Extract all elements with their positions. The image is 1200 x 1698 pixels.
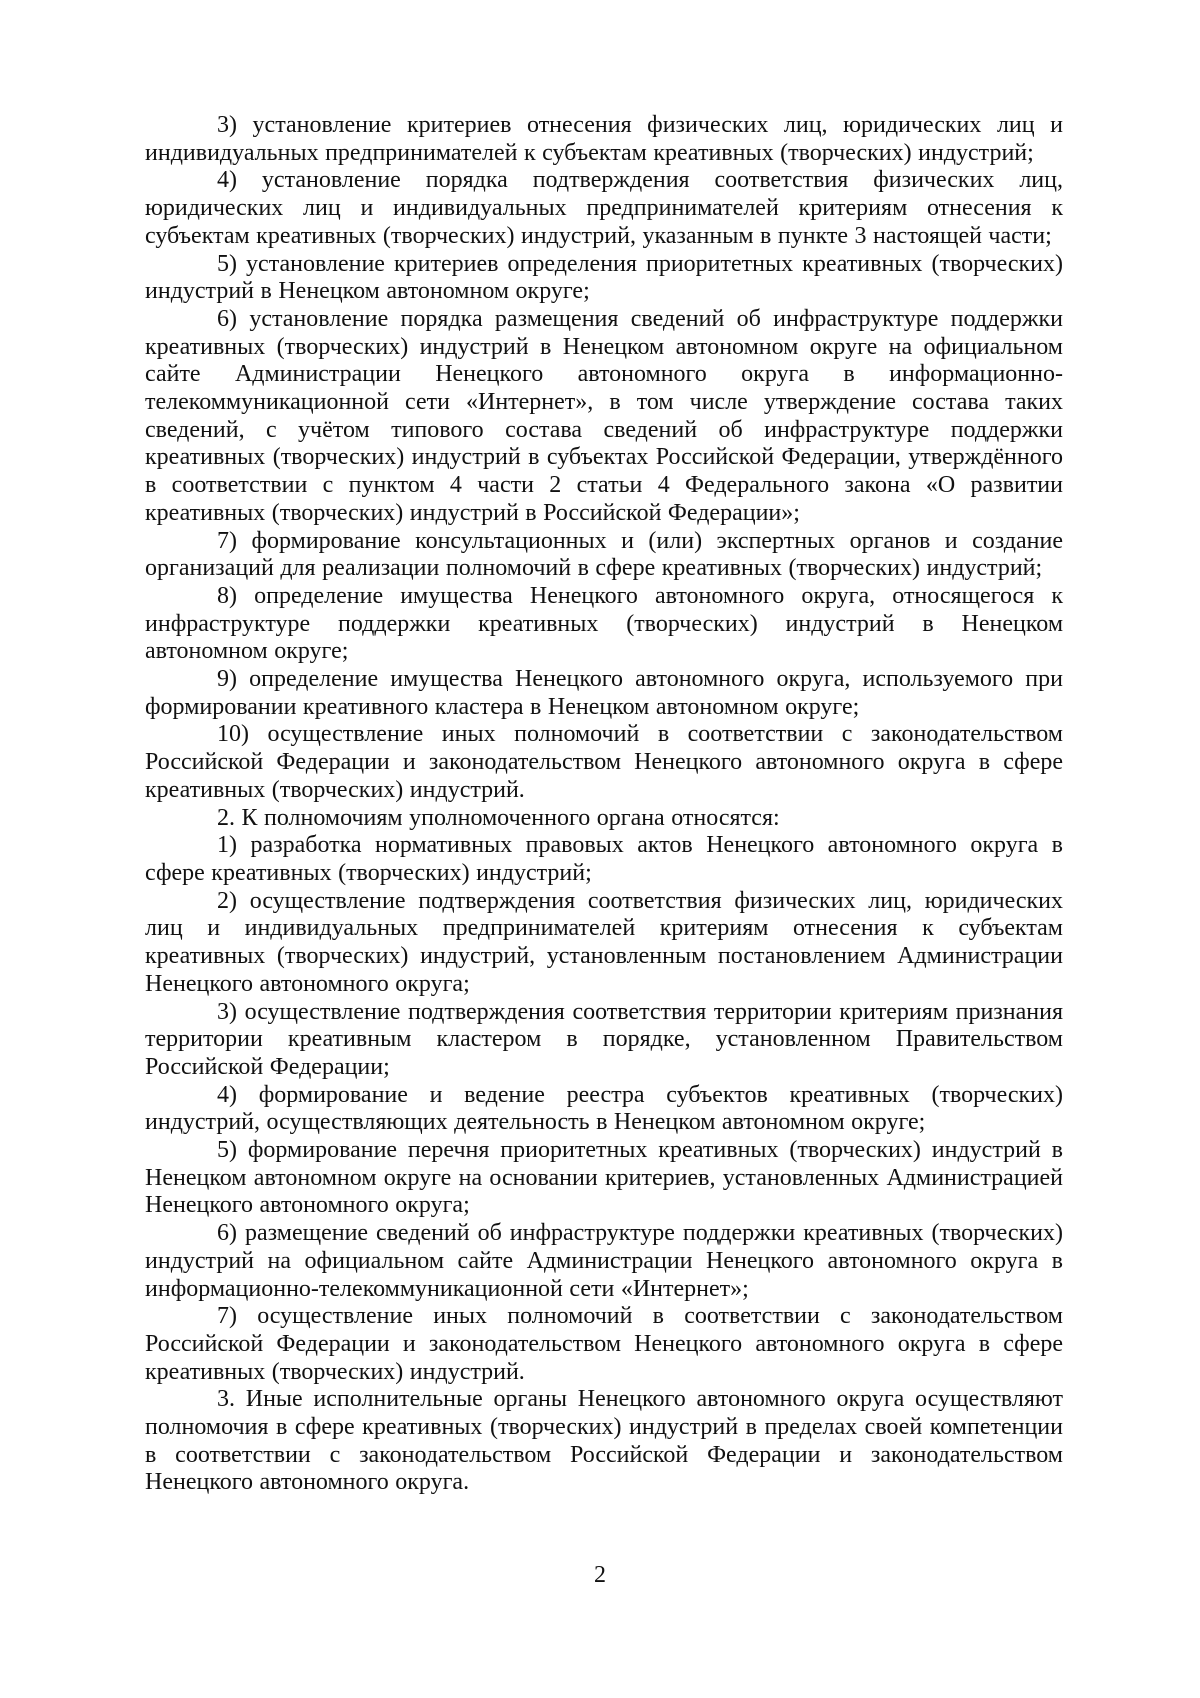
page-number: 2	[594, 1562, 606, 1588]
paragraph-1-10: 10) осуществление иных полномочий в соответствии с законодательством Российской Федерации и законодательством Ненецкого автономного округа в сфере креативных (творческих) индустрий.	[145, 721, 1063, 803]
paragraph-1-9: 9) определение имущества Ненецкого автономного округа, используемого при формировании креативного кластера в Ненецком автономном округе;	[145, 666, 1063, 720]
section-2-heading: 2. К полномочиям уполномоченного органа относятся:	[217, 804, 780, 831]
paragraph-1-7: 7) формирование консультационных и (или) экспертных органов и создание организаций для реализации полномочий в сфере креативных (творческих) индустрий;	[145, 527, 1063, 582]
paragraph-1-5: 5) установление критериев определения приоритетных креативных (творческих) индустрий в Ненецком автономном округе;	[145, 250, 1063, 305]
paragraph-2-7: 7) осуществление иных полномочий в соответствии с законодательством Российской Федерации и законодательством Ненецкого автономного округа в сфере креативных (творческих) индустрий.	[145, 1303, 1063, 1385]
paragraph-2-5: 5) формирование перечня приоритетных креативных (творческих) индустрий в Ненецком автономном округе на основании критериев, установленных Администрацией Ненецкого автономного округа;	[145, 1137, 1063, 1219]
section-3-paragraph: 3. Иные исполнительные органы Ненецкого автономного округа осуществляют полномочия в сфере креативных (творческих) индустрий в пределах своей компетенции в соответствии с законодательством Российской Федерации и законодательством Ненецкого автономного округа.	[145, 1386, 1063, 1496]
paragraph-1-6: 6) установление порядка размещения сведений об инфраструктуре поддержки креативных (творческих) индустрий в Ненецком автономном округе на официальном сайте Администрации Ненецкого автономного округа в информационно-телекоммуникационной сети «Интернет», в том числе утверждение состава таких сведений, с учётом типового состава сведений об инфраструктуре поддержки креативных (творческих) индустрий в субъектах Российской Федерации, утверждённого в соответствии с пунктом 4 части 2 статьи 4 Федерального закона «О развитии креативных (творческих) индустрий в Российской Федерации»;	[145, 305, 1063, 526]
paragraph-1-4: 4) установление порядка подтверждения соответствия физических лиц, юридических лиц и индивидуальных предпринимателей критериям отнесения к субъектам креативных (творческих) индустрий, указанным в пункте 3 настоящей части;	[145, 167, 1063, 249]
paragraph-2-6: 6) размещение сведений об инфраструктуре поддержки креативных (творческих) индустрий на официальном сайте Администрации Ненецкого автономного округа в информационно-телекоммуникационной сети «Интернет»;	[145, 1220, 1063, 1302]
document-body	[145, 112, 1063, 1497]
paragraph-1-8: 8) определение имущества Ненецкого автономного округа, относящегося к инфраструктуре поддержки креативных (творческих) индустрий в Ненецком автономном округе;	[145, 582, 1063, 665]
paragraph-2-4: 4) формирование и ведение реестра субъектов креативных (творческих) индустрий, осуществляющих деятельность в Ненецком автономном округе;	[145, 1081, 1063, 1136]
paragraph-1-3: 3) установление критериев отнесения физических лиц, юридических лиц и индивидуальных предпринимателей к субъектам креативных (творческих) индустрий;	[145, 112, 1063, 166]
paragraph-2-3: 3) осуществление подтверждения соответствия территории критериям признания территории креативным кластером в порядке, установленном Правительством Российской Федерации;	[145, 998, 1063, 1080]
paragraph-2-2: 2) осуществление подтверждения соответствия физических лиц, юридических лиц и индивидуальных предпринимателей критериям отнесения к субъектам креативных (творческих) индустрий, установленным постановлением Администрации Ненецкого автономного округа;	[145, 887, 1063, 997]
paragraph-2-1: 1) разработка нормативных правовых актов Ненецкого автономного округа в сфере креативных (творческих) индустрий;	[145, 832, 1063, 886]
